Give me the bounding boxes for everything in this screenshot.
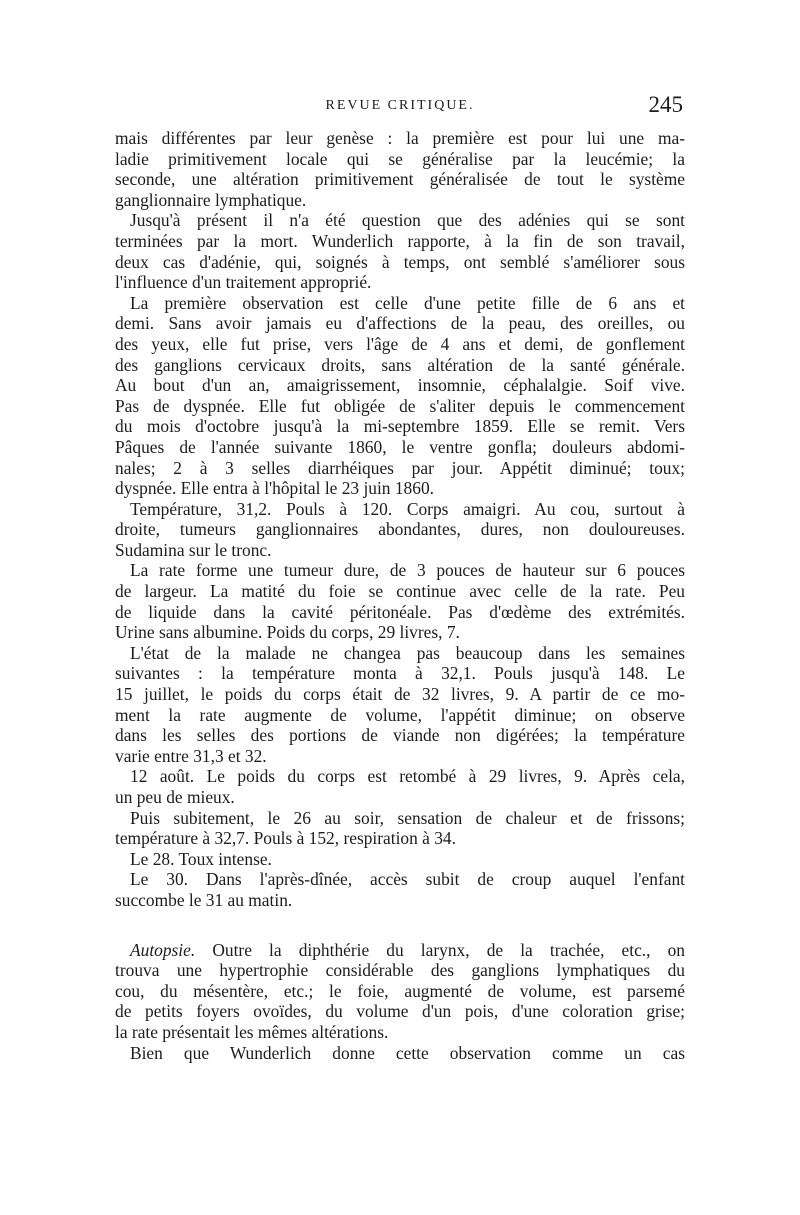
section-gap [115, 911, 685, 940]
body-text [115, 128, 685, 1063]
text-line: des ganglions cervicaux droits, sans altération de la santé générale. [115, 354, 685, 375]
text-line: un peu de mieux. [115, 787, 235, 807]
paragraph [115, 766, 685, 807]
text-line: Le 30. Dans l'après-dînée, accès subit de croup auquel l'enfant [130, 869, 685, 890]
text-line: La première observation est celle d'une petite fille de 6 ans et [130, 292, 685, 313]
paragraph [115, 128, 685, 210]
text-line: seconde, une altération primitivement généralisée de tout le système [115, 169, 685, 190]
text-line: 12 août. Le poids du corps est retombé à 29 livres, 9. Après cela, [130, 766, 685, 787]
paragraph [115, 210, 685, 292]
text-line: de petits foyers ovoïdes, du volume d'un pois, d'une coloration grise; [115, 1001, 685, 1022]
text-line: 15 juillet, le poids du corps était de 32 livres, 9. A partir de ce mo- [115, 684, 685, 705]
text-line: du mois d'octobre jusqu'à la mi-septembre 1859. Elle se remit. Vers [115, 416, 685, 437]
text-line: Au bout d'un an, amaigrissement, insomnie, céphalalgie. Soif vive. [115, 375, 685, 396]
page-header [115, 92, 685, 122]
text-line: varie entre 31,3 et 32. [115, 745, 267, 766]
text-line: Jusqu'à présent il n'a été question que des adénies qui se sont [130, 210, 685, 231]
paragraph [115, 560, 685, 642]
text-line: La rate forme une tumeur dure, de 3 pouces de hauteur sur 6 pouces [130, 560, 685, 581]
text-line: mais différentes par leur genèse : la première est pour lui une ma- [115, 128, 685, 148]
text-line: des yeux, elle fut prise, vers l'âge de 4 ans et demi, de gonflement [115, 333, 685, 354]
text-line: ganglionnaire lymphatique. [115, 189, 307, 210]
autopsy-label: Autopsie. [130, 939, 196, 960]
paragraph [115, 293, 685, 499]
paragraph [115, 643, 685, 767]
text-line: demi. Sans avoir jamais eu d'affections de la peau, des oreilles, ou [115, 313, 685, 334]
text-line: Puis subitement, le 26 au soir, sensation de chaleur et de frissons; [130, 807, 685, 828]
text-line: de largeur. La matité du foie se continue avec celle de la rate. Peu [115, 581, 685, 602]
text-line: ladie primitivement locale qui se généralise par la leucémie; la [115, 148, 685, 169]
text-line: cou, du mésentère, etc.; le foie, augmenté de volume, est parsemé [115, 980, 685, 1001]
text-line: suivantes : la température monta à 32,1. Pouls jusqu'à 148. Le [115, 663, 685, 684]
paragraph [115, 808, 685, 849]
text-line: Pâques de l'année suivante 1860, le ventre gonfla; douleurs abdomi- [115, 436, 685, 457]
text-line: l'influence d'un traitement approprié. [115, 272, 372, 293]
paragraph [115, 499, 685, 561]
text-line: dyspnée. Elle entra à l'hôpital le 23 juin 1860. [115, 478, 434, 499]
page-number: 245 [648, 92, 683, 117]
text-line [115, 940, 685, 961]
paragraph [115, 1043, 685, 1064]
text-line: température à 32,7. Pouls à 152, respiration à 34. [115, 828, 456, 849]
paragraph [115, 869, 685, 910]
text-line: Température, 31,2. Pouls à 120. Corps amaigri. Au cou, surtout à [130, 498, 685, 519]
text-line: succombe le 31 au matin. [115, 889, 293, 910]
text-line: Le 28. Toux intense. [130, 848, 272, 869]
text-line: nales; 2 à 3 selles diarrhéiques par jour. Appétit diminué; toux; [115, 457, 685, 478]
text-line: Urine sans albumine. Poids du corps, 29 livres, 7. [115, 622, 460, 643]
paragraph [115, 849, 685, 870]
text-line: L'état de la malade ne changea pas beaucoup dans les semaines [130, 642, 685, 663]
text-line: la rate présentait les mêmes altérations. [115, 1021, 389, 1042]
text-line: droite, tumeurs ganglionnaires abondantes, dures, non douloureuses. [115, 519, 685, 540]
running-head: REVUE CRITIQUE. [325, 98, 475, 113]
text-line: terminées par la mort. Wunderlich rapporte, à la fin de son travail, [115, 230, 685, 251]
text-line: deux cas d'adénie, qui, soignés à temps, ont semblé s'améliorer sous [115, 251, 685, 272]
autopsy-first-line: Outre la diphthérie du larynx, de la trachée, etc., on [195, 939, 685, 960]
autopsy-paragraph [115, 940, 685, 1043]
text-line: ment la rate augmente de volume, l'appétit diminue; on observe [115, 704, 685, 725]
text-line: dans les selles des portions de viande non digérées; la température [115, 725, 685, 746]
text-line: Bien que Wunderlich donne cette observation comme un cas [130, 1042, 685, 1063]
text-line: Sudamina sur le tronc. [115, 539, 272, 560]
text-line: Pas de dyspnée. Elle fut obligée de s'aliter depuis le commencement [115, 395, 685, 416]
text-line: de liquide dans la cavité péritonéale. Pas d'œdème des extrémités. [115, 601, 685, 622]
text-line: trouva une hypertrophie considérable des ganglions lymphatiques du [115, 960, 685, 981]
